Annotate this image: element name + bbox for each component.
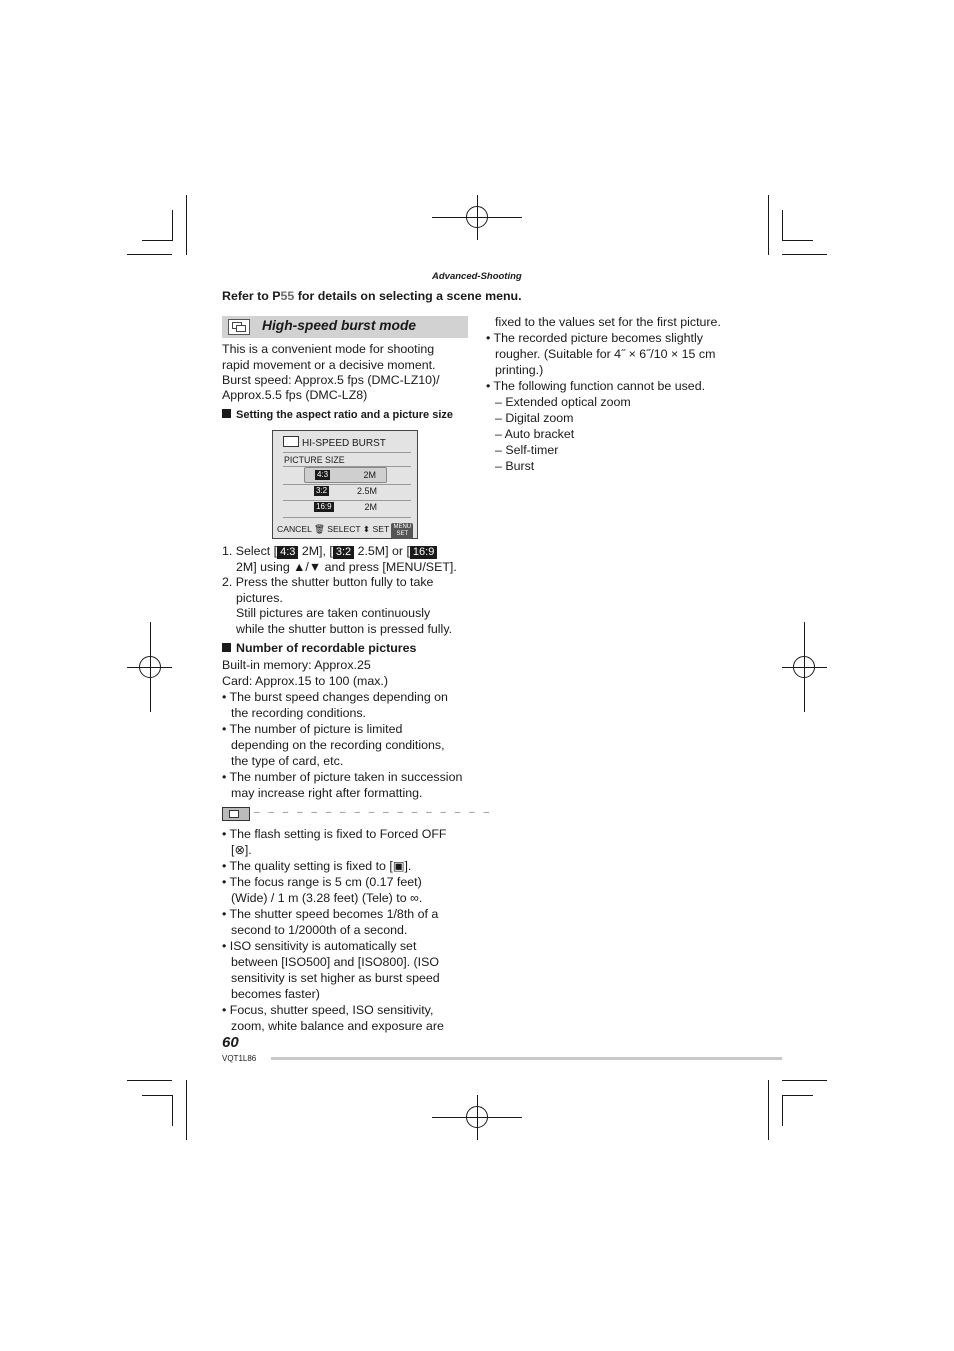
- note-line: zoom, white balance and exposure are: [231, 1019, 444, 1033]
- refer-line: [222, 289, 522, 303]
- note-line: second to 1/2000th of a second.: [231, 923, 408, 937]
- screen-title: HI-SPEED BURST: [283, 436, 386, 449]
- step-2-line: while the shutter button is pressed fully.: [236, 622, 453, 636]
- bullet-line: the recording conditions.: [231, 706, 367, 720]
- note-line: sensitivity is set higher as burst speed: [231, 971, 440, 985]
- ratio-badge: 4:3: [317, 470, 329, 479]
- screen-footer: CANCEL 🗑 SELECT ⬍ SET MENU SET: [277, 524, 412, 537]
- footer-bar: [271, 1057, 782, 1060]
- right-col-line: fixed to the values set for the first picture.: [495, 315, 721, 329]
- right-col-line: – Digital zoom: [495, 411, 574, 425]
- step-1: 1. Select [ 4:3 2M], [ 3:2 2.5M] or [ 16:9: [222, 543, 437, 559]
- burst-icon: [283, 436, 299, 447]
- size-value: 2M: [364, 502, 377, 512]
- right-col-line: – Self-timer: [495, 443, 559, 457]
- right-col-line: • The following function cannot be used.: [486, 379, 706, 393]
- picture-size-option[interactable]: [304, 484, 387, 500]
- refer-page-link[interactable]: 55: [280, 289, 295, 303]
- records-line: Card: Approx.15 to 100 (max.): [222, 674, 388, 688]
- mode-title: High-speed burst mode: [262, 318, 417, 333]
- screen-subtitle: PICTURE SIZE: [284, 455, 345, 465]
- ratio-badge: 4:3: [277, 546, 298, 559]
- bullet-line: • The number of picture taken in succession: [222, 770, 463, 784]
- bullet-line: depending on the recording conditions,: [231, 738, 445, 752]
- note-line: • The shutter speed becomes 1/8th of a: [222, 907, 439, 921]
- up-down-icon: ⬍: [362, 524, 371, 534]
- ratio-badge: 3:2: [333, 546, 354, 559]
- bullet-line: may increase right after formatting.: [231, 786, 423, 800]
- square-bullet-icon: [222, 409, 231, 418]
- note-line: [⊗].: [231, 843, 252, 857]
- step-2: 2. Press the shutter button fully to take: [222, 575, 434, 589]
- right-col-line: – Extended optical zoom: [495, 395, 631, 409]
- records-line: Built-in memory: Approx.25: [222, 658, 371, 672]
- ratio-badge: 16:9: [316, 502, 332, 511]
- picture-size-option[interactable]: [304, 500, 387, 516]
- note-icon: [222, 807, 250, 821]
- step-1-line-2: 2M] using ▲/▼ and press [MENU/SET].: [236, 560, 457, 574]
- picture-size-option[interactable]: [304, 467, 387, 483]
- intro-line: rapid movement or a decisive moment.: [222, 358, 436, 372]
- intro-line: This is a convenient mode for shooting: [222, 342, 435, 356]
- page-number: 60: [222, 1034, 239, 1051]
- right-col-line: printing.): [495, 363, 544, 377]
- records-heading: Number of recordable pictures: [222, 641, 416, 655]
- size-value: 2M: [363, 470, 376, 480]
- ratio-badge: 3:2: [316, 486, 328, 495]
- step-2-line: Still pictures are taken continuously: [236, 606, 431, 620]
- intro-line: Burst speed: Approx.5 fps (DMC-LZ10)/: [222, 373, 440, 387]
- size-value: 2.5M: [356, 486, 377, 496]
- note-line: • The focus range is 5 cm (0.17 feet): [222, 875, 422, 889]
- right-col-line: – Burst: [495, 459, 535, 473]
- note-line: becomes faster): [231, 987, 320, 1001]
- right-col-line: – Auto bracket: [495, 427, 575, 441]
- camera-screen: [272, 430, 418, 539]
- mode-header: [222, 316, 468, 338]
- note-line: • Focus, shutter speed, ISO sensitivity,: [222, 1003, 434, 1017]
- document-code: VQT1L86: [222, 1054, 257, 1063]
- trash-icon: 🗑: [313, 524, 325, 534]
- aspect-heading: Setting the aspect ratio and a picture size: [222, 409, 453, 421]
- refer-post: for details on selecting a scene menu.: [294, 289, 522, 303]
- section-label: Advanced-Shooting: [432, 271, 522, 282]
- square-bullet-icon: [222, 643, 231, 652]
- bullet-line: • The burst speed changes depending on: [222, 690, 448, 704]
- refer-pre: Refer to P: [222, 289, 281, 303]
- ratio-badge: 16:9: [410, 546, 437, 559]
- note-line: • ISO sensitivity is automatically set: [222, 939, 417, 953]
- intro-line: Approx.5.5 fps (DMC-LZ8): [222, 388, 368, 402]
- note-line: • The flash setting is fixed to Forced OFF: [222, 827, 447, 841]
- burst-mode-icon: [228, 319, 250, 335]
- note-divider: – – – – – – – – – – – – – – – – –: [254, 807, 492, 818]
- note-line: (Wide) / 1 m (3.28 feet) (Tele) to ∞.: [231, 891, 423, 905]
- right-col-line: • The recorded picture becomes slightly: [486, 331, 703, 345]
- bullet-line: the type of card, etc.: [231, 754, 344, 768]
- note-line: between [ISO500] and [ISO800]. (ISO: [231, 955, 440, 969]
- note-line: • The quality setting is fixed to [▣].: [222, 859, 412, 873]
- bullet-line: • The number of picture is limited: [222, 722, 403, 736]
- right-col-line: rougher. (Suitable for 4˝ × 6˝/10 × 15 cm: [495, 347, 716, 361]
- step-2-line: pictures.: [236, 591, 283, 605]
- menu-set-button-icon: MENU SET: [393, 524, 412, 537]
